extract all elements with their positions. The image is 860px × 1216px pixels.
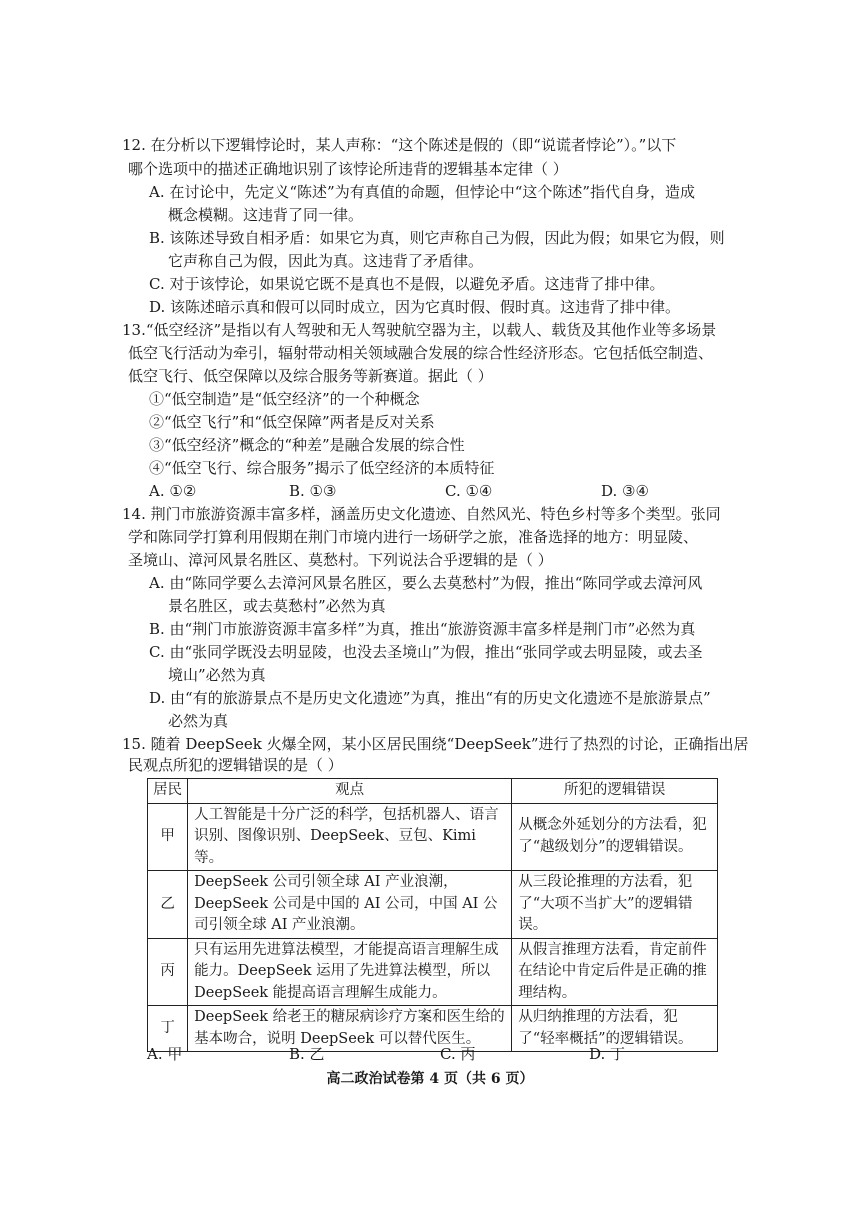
q13-statement-1: ①“低空制造”是“低空经济”的一个种概念 <box>149 390 420 408</box>
q15-stem-line-1: 15. 随着 DeepSeek 火爆全网，某小区居民围绕“DeepSeek”进行了热烈的讨论，正确指出居 <box>122 735 749 753</box>
cell-view: DeepSeek 给老王的糖尿病诊疗方案和医生给的基本吻合，说明 DeepSeek 可以替代医生。 <box>188 1006 512 1052</box>
q14-option-a-line-1: A. 由“陈同学要么去漳河风景名胜区，要么去莫愁村”为假，推出“陈同学或去漳河风 <box>149 574 703 592</box>
q12-stem-line-1: 12. 在分析以下逻辑悖论时，某人声称：“这个陈述是假的（即“说谎者悖论”）。”以下 <box>122 136 677 154</box>
cell-view: DeepSeek 公司引领全球 AI 产业浪潮，DeepSeek 公司是中国的 AI 公司，中国 AI 公司引领全球 AI 产业浪潮。 <box>188 871 512 939</box>
cell-resident: 乙 <box>148 871 188 939</box>
q14-option-d-line-1: D. 由“有的旅游景点不是历史文化遗迹”为真，推出“有的历史文化遗迹不是旅游景点” <box>149 689 711 707</box>
q12-option-b-line-1: B. 该陈述导致自相矛盾：如果它为真，则它声称自己为假，因此为假；如果它为假，则 <box>149 229 725 247</box>
q14-stem-line-3: 圣境山、漳河风景名胜区、莫愁村。下列说法合乎逻辑的是（ ） <box>128 551 553 569</box>
q13-statement-2: ②“低空飞行”和“低空保障”两者是反对关系 <box>149 413 435 431</box>
q14-option-d-line-2: 必然为真 <box>168 712 229 730</box>
cell-resident: 丁 <box>148 1006 188 1052</box>
cell-resident: 甲 <box>148 803 188 871</box>
cell-view: 人工智能是十分广泛的科学，包括机器人、语言识别、图像识别、DeepSeek、豆包、Kimi 等。 <box>188 803 512 871</box>
header-error: 所犯的逻辑错误 <box>512 779 718 804</box>
q14-option-c-line-1: C. 由“张同学既没去明显陵，也没去圣境山”为假，推出“张同学或去明显陵，或去圣 <box>149 643 703 661</box>
q13-option-b: B. ①③ <box>289 482 337 500</box>
q13-stem-line-3: 低空飞行、低空保障以及综合服务等新赛道。据此（ ） <box>128 367 493 385</box>
cell-error: 从三段论推理的方法看，犯了“大项不当扩大”的逻辑错误。 <box>512 871 718 939</box>
table-row <box>148 803 718 871</box>
q14-stem-line-1: 14. 荆门市旅游资源丰富多样，涵盖历史文化遗迹、自然风光、特色乡村等多个类型。张同 <box>122 505 721 523</box>
cell-view: 只有运用先进算法模型，才能提高语言理解生成能力。DeepSeek 运用了先进算法模型，所以 DeepSeek 能提高语言理解生成能力。 <box>188 938 512 1006</box>
header-view: 观点 <box>188 779 512 804</box>
page-footer: 高二政治试卷第 4 页（共 6 页） <box>326 1071 534 1087</box>
table-row <box>148 938 718 1006</box>
q15-option-a: A. 甲 <box>147 1045 183 1063</box>
table-row <box>148 871 718 939</box>
q12-option-b-line-2: 它声称自己为假，因此为真。这违背了矛盾律。 <box>168 252 484 270</box>
q15-stem-line-2: 民观点所犯的逻辑错误的是（ ） <box>128 756 343 774</box>
q13-statement-4: ④“低空飞行、综合服务”揭示了低空经济的本质特征 <box>149 459 495 477</box>
header-resident: 居民 <box>148 779 188 804</box>
table-row <box>148 1006 718 1052</box>
cell-error: 从归纳推理的方法看，犯了“轻率概括”的逻辑错误。 <box>512 1006 718 1052</box>
logic-error-table <box>147 778 718 1052</box>
q12-stem-line-2: 哪个选项中的描述正确地识别了该悖论所违背的逻辑基本定律（ ） <box>128 160 568 178</box>
q13-stem-line-2: 低空飞行活动为牵引，辐射带动相关领域融合发展的综合性经济形态。它包括低空制造、 <box>128 344 714 362</box>
q14-stem-line-2: 学和陈同学打算利用假期在荆门市境内进行一场研学之旅，准备选择的地方：明显陵、 <box>128 528 699 546</box>
q15-option-c: C. 丙 <box>440 1045 476 1063</box>
q13-option-c: C. ①④ <box>445 482 493 500</box>
cell-error: 从假言推理方法看，肯定前件在结论中肯定后件是正确的推理结构。 <box>512 938 718 1006</box>
table-header-row <box>148 779 718 804</box>
q14-option-b: B. 由“荆门市旅游资源丰富多样”为真，推出“旅游资源丰富多样是荆门市”必然为真 <box>149 620 696 638</box>
q15-option-d: D. 丁 <box>589 1045 626 1063</box>
q12-option-a-line-1: A. 在讨论中，先定义“陈述”为有真值的命题，但悖论中“这个陈述”指代自身，造成 <box>149 183 696 201</box>
q12-option-c: C. 对于该悖论，如果说它既不是真也不是假，以避免矛盾。这违背了排中律。 <box>149 275 665 293</box>
cell-resident: 丙 <box>148 938 188 1006</box>
q13-option-a: A. ①② <box>149 482 197 500</box>
q15-option-b: B. 乙 <box>289 1045 325 1063</box>
q14-option-a-line-2: 景名胜区，或去莫愁村”必然为真 <box>168 597 386 615</box>
q12-option-d: D. 该陈述暗示真和假可以同时成立，因为它真时假、假时真。这违背了排中律。 <box>149 298 681 316</box>
cell-error: 从概念外延划分的方法看，犯了“越级划分”的逻辑错误。 <box>512 803 718 871</box>
q13-option-d: D. ③④ <box>601 482 649 500</box>
q14-option-c-line-2: 境山”必然为真 <box>168 666 266 684</box>
q13-statement-3: ③“低空经济”概念的“种差”是融合发展的综合性 <box>149 436 465 454</box>
q13-stem-line-1: 13.“低空经济”是指以有人驾驶和无人驾驶航空器为主，以载人、载货及其他作业等多场景 <box>122 321 717 339</box>
q12-option-a-line-2: 概念模糊。这违背了同一律。 <box>168 206 364 224</box>
